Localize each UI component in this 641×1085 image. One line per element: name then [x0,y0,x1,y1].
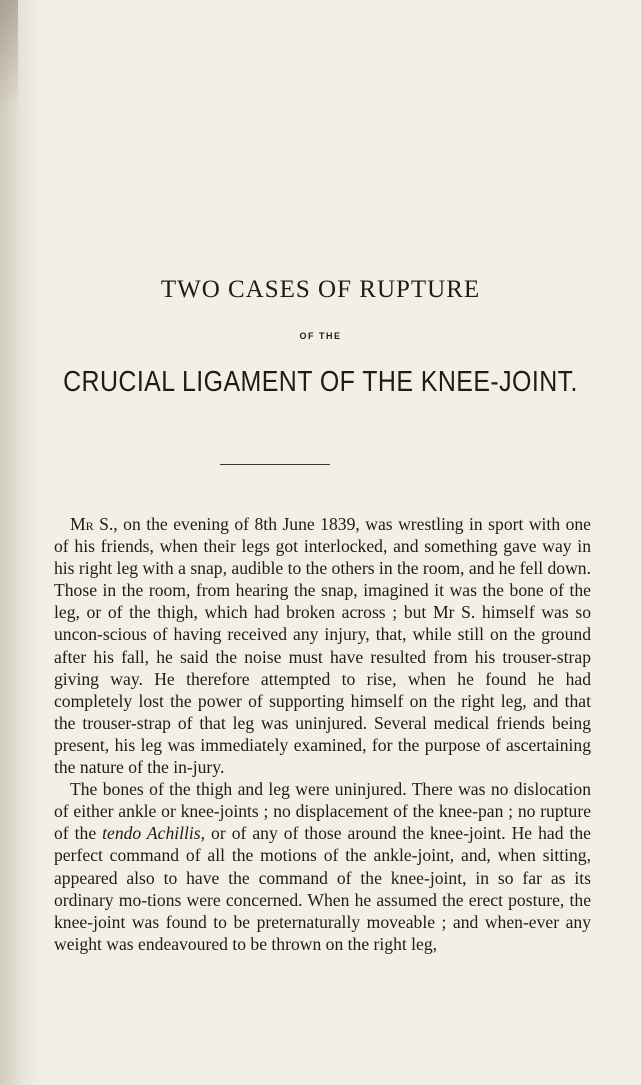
page-corner-shadow [0,0,18,110]
title-connector: OF THE [299,331,342,341]
paragraph-2-italic: tendo Achillis, [102,823,206,844]
paragraph-2-text-b: or of any of those around the knee-joint. He had the perfect command of all the motions of the ankle-joint, and, when sitting, appeared also to have the command of the knee-joint, in so far as its ordinary mo-tions were concerned. When he assumed the erect posture, the knee-joint was found to be preternaturally moveable ; and when-ever any weight was endeavoured to be thrown on the right leg, [54,823,591,954]
body-text [54,513,591,955]
title-main: TWO CASES OF RUPTURE [160,276,481,303]
paragraph-1-text: S., on the evening of 8th June 1839, was wrestling in sport with one of his friends, when their legs got interlocked, and something gave way in his right leg with a snap, audible to the others in the room, and he fell down. Those in the room, from hearing the snap, imagined it was the bone of the leg, or of the thigh, which had broken across ; but Mr S. himself was so uncon-scious of having received any injury, that, while still on the ground after his fall, he said the noise must have resulted from his trouser-strap giving way. He therefore attempted to rise, when he found he had completely lost the power of supporting himself on the right leg, and that the trouser-strap of that leg was uninjured. Several medical friends being present, his leg was immediately examined, for the purpose of ascertaining the nature of the in-jury. [54,514,591,778]
paragraph-2 [54,778,591,955]
paragraph-1-lead: Mr [70,514,94,534]
title-subject: CRUCIAL LIGAMENT OF THE KNEE-JOINT. [63,366,578,398]
paragraph-2-text-a: The bones of the thigh and leg were uninjured. There was no dislocation of either ankle or knee-joints ; no displacement of the knee-pan ; no rupture of the [54,779,591,844]
title-divider [220,464,330,465]
paragraph-1 [54,513,591,778]
page-edge-shadow [0,0,42,1085]
